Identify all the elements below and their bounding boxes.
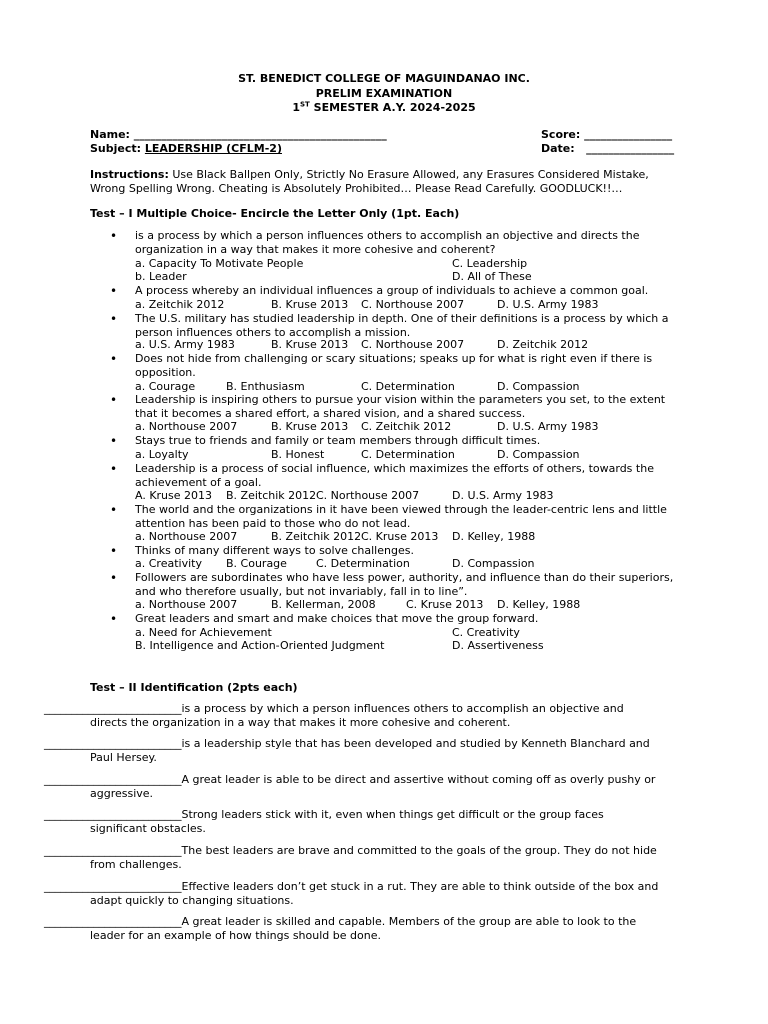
subject-value: LEADERSHIP (CFLM-2) <box>144 142 282 155</box>
q7-option-c: C. Northouse 2007 <box>316 489 420 502</box>
semester-number: 1 <box>292 101 300 114</box>
q6-option-b: B. Honest <box>271 448 325 461</box>
q1-text: is a process by which a person influences others to accomplish an objective and directs the organization in a way that makes it more cohesive and coherent? <box>135 229 640 256</box>
q9-option-c: C. Determination <box>316 557 410 570</box>
item-text: A great leader is skilled and capable. Members of the group are able to look to the <box>181 915 637 928</box>
q8-text: The world and the organizations in it have been viewed through the leader-centric lens and little attention has been paid to those who do not lead. <box>135 503 667 530</box>
q8-option-c: C. Kruse 2013 <box>361 530 439 543</box>
instructions-text-1: Use Black Ballpen Only, Strictly No Erasure Allowed, any Erasures Considered Mistake, <box>168 168 649 181</box>
bullet: • <box>110 503 118 517</box>
date-line <box>541 142 674 155</box>
bullet: • <box>110 229 118 243</box>
item-text: A great leader is able to be direct and assertive without coming off as overly pushy or <box>181 773 656 786</box>
q11-option-a: a. Need for Achievement <box>135 626 272 639</box>
school-name: ST. BENEDICT COLLEGE OF MAGUINDANAO INC. <box>238 72 530 85</box>
bullet: • <box>110 352 118 366</box>
q11-option-d: D. Assertiveness <box>452 639 544 652</box>
name-line <box>90 128 387 141</box>
q1-option-d: D. All of These <box>452 270 532 283</box>
q5-option-a: a. Northouse 2007 <box>135 420 238 433</box>
q9-option-d: D. Compassion <box>452 557 535 570</box>
q2-option-d: D. U.S. Army 1983 <box>497 298 599 311</box>
q10-text: Followers are subordinates who have less power, authority, and influence than do their superiors, and who therefore usually, but not invariably, fall in to line”. <box>135 571 674 598</box>
q2-option-b: B. Kruse 2013 <box>271 298 349 311</box>
identification-item-4 <box>44 808 684 835</box>
q3-option-d: D. Zeitchik 2012 <box>497 338 589 351</box>
bullet: • <box>110 612 118 626</box>
q4-option-b: B. Enthusiasm <box>226 380 305 393</box>
semester-line <box>0 101 768 114</box>
q8-option-b: B. Zeitchik 2012 <box>271 530 362 543</box>
answer-blank: _________________________ <box>44 844 182 857</box>
bullet: • <box>110 544 118 558</box>
bullet: • <box>110 462 118 476</box>
q1-option-a: a. Capacity To Motivate People <box>135 257 304 270</box>
answer-blank: _________________________ <box>44 915 182 928</box>
score-label: Score: <box>541 128 581 141</box>
bullet: • <box>110 571 118 585</box>
q5-text: Leadership is inspiring others to pursue your vision within the parameters you set, to the extent that it becomes a shared effort, a shared vision, and a shared success. <box>135 393 666 420</box>
q7-option-b: B. Zeitchik 2012 <box>226 489 317 502</box>
q10-option-d: D. Kelley, 1988 <box>497 598 581 611</box>
answer-blank: _________________________ <box>44 880 182 893</box>
item-text: Strong leaders stick with it, even when things get difficult or the group faces <box>181 808 604 821</box>
q10-option-b: B. Kellerman, 2008 <box>271 598 376 611</box>
item-text-cont: from challenges. <box>90 857 182 871</box>
q5-option-d: D. U.S. Army 1983 <box>497 420 599 433</box>
answer-blank: _________________________ <box>44 737 182 750</box>
name-blank: ______________________________________________ <box>133 128 387 141</box>
q11-text: Great leaders and smart and make choices that move the group forward. <box>135 612 539 625</box>
q10-option-a: a. Northouse 2007 <box>135 598 238 611</box>
q7-option-a: A. Kruse 2013 <box>135 489 213 502</box>
q8-option-d: D. Kelley, 1988 <box>452 530 536 543</box>
item-text-cont: leader for an example of how things should be done. <box>90 928 381 942</box>
name-label: Name: <box>90 128 130 141</box>
q1-option-b: b. Leader <box>135 270 187 283</box>
item-text-cont: significant obstacles. <box>90 821 206 835</box>
q6-option-d: D. Compassion <box>497 448 580 461</box>
identification-item-1 <box>44 702 684 729</box>
q11-option-c: C. Creativity <box>452 626 520 639</box>
answer-blank: _________________________ <box>44 702 182 715</box>
q3-text: The U.S. military has studied leadership in depth. One of their definitions is a process by which a person influences others to accomplish a mission. <box>135 312 669 339</box>
instructions-line-2: Wrong Spelling Wrong. Cheating is Absolutely Prohibited… Please Read Carefully. GOODLUCK!!… <box>90 182 623 195</box>
q9-text: Thinks of many different ways to solve challenges. <box>135 544 414 557</box>
q9-option-a: a. Creativity <box>135 557 202 570</box>
q10-option-c: C. Kruse 2013 <box>406 598 484 611</box>
answer-blank: _________________________ <box>44 808 182 821</box>
bullet: • <box>110 434 118 448</box>
item-text-cont: aggressive. <box>90 786 154 800</box>
q4-option-a: a. Courage <box>135 380 196 393</box>
date-label: Date: <box>541 142 575 155</box>
bullet: • <box>110 284 118 298</box>
answer-blank: _________________________ <box>44 773 182 786</box>
test1-title: Test – I Multiple Choice- Encircle the Letter Only (1pt. Each) <box>90 207 460 220</box>
identification-item-7 <box>44 915 684 942</box>
semester-text: SEMESTER A.Y. 2024-2025 <box>309 101 476 114</box>
item-text-cont: Paul Hersey. <box>90 750 157 764</box>
q4-text: Does not hide from challenging or scary situations; speaks up for what is right even if there is opposition. <box>135 352 653 379</box>
q6-option-a: a. Loyalty <box>135 448 189 461</box>
score-blank: ________________ <box>584 128 673 141</box>
subject-label: Subject: <box>90 142 142 155</box>
q11-option-b: B. Intelligence and Action-Oriented Judgment <box>135 639 385 652</box>
identification-item-2 <box>44 737 684 764</box>
q9-option-b: B. Courage <box>226 557 287 570</box>
q6-text: Stays true to friends and family or team members through difficult times. <box>135 434 541 447</box>
exam-title: PRELIM EXAMINATION <box>315 87 453 100</box>
identification-item-6 <box>44 880 684 907</box>
identification-item-5 <box>44 844 684 871</box>
q2-text: A process whereby an individual influences a group of individuals to achieve a common goal. <box>135 284 649 297</box>
instructions-line-1 <box>90 168 649 181</box>
q7-option-d: D. U.S. Army 1983 <box>452 489 554 502</box>
q8-option-a: a. Northouse 2007 <box>135 530 238 543</box>
identification-item-3 <box>44 773 684 800</box>
q4-option-c: C. Determination <box>361 380 455 393</box>
bullet: • <box>110 312 118 326</box>
semester-suffix: ST <box>300 100 310 109</box>
q5-option-c: C. Zeitchik 2012 <box>361 420 452 433</box>
date-blank: ________________ <box>586 142 675 155</box>
item-text: is a leadership style that has been developed and studied by Kenneth Blanchard and <box>181 737 650 750</box>
score-line <box>541 128 672 141</box>
item-text: Effective leaders don’t get stuck in a rut. They are able to think outside of the box and <box>181 880 659 893</box>
item-text-cont: directs the organization in a way that makes it more cohesive and coherent. <box>90 715 511 729</box>
bullet: • <box>110 393 118 407</box>
item-text: is a process by which a person influences others to accomplish an objective and <box>181 702 624 715</box>
q3-option-a: a. U.S. Army 1983 <box>135 338 235 351</box>
item-text-cont: adapt quickly to changing situations. <box>90 893 294 907</box>
q2-option-a: a. Zeitchik 2012 <box>135 298 225 311</box>
q3-option-b: B. Kruse 2013 <box>271 338 349 351</box>
test2-title: Test – II Identification (2pts each) <box>90 681 298 694</box>
q1-option-c: C. Leadership <box>452 257 528 270</box>
q7-text: Leadership is a process of social influence, which maximizes the efforts of others, towards the achievement of a goal. <box>135 462 654 489</box>
q4-option-d: D. Compassion <box>497 380 580 393</box>
q5-option-b: B. Kruse 2013 <box>271 420 349 433</box>
q3-option-c: C. Northouse 2007 <box>361 338 465 351</box>
item-text: The best leaders are brave and committed to the goals of the group. They do not hide <box>181 844 657 857</box>
q6-option-c: C. Determination <box>361 448 455 461</box>
subject-line <box>90 142 282 155</box>
q2-option-c: C. Northouse 2007 <box>361 298 465 311</box>
instructions-label: Instructions: <box>90 168 169 181</box>
